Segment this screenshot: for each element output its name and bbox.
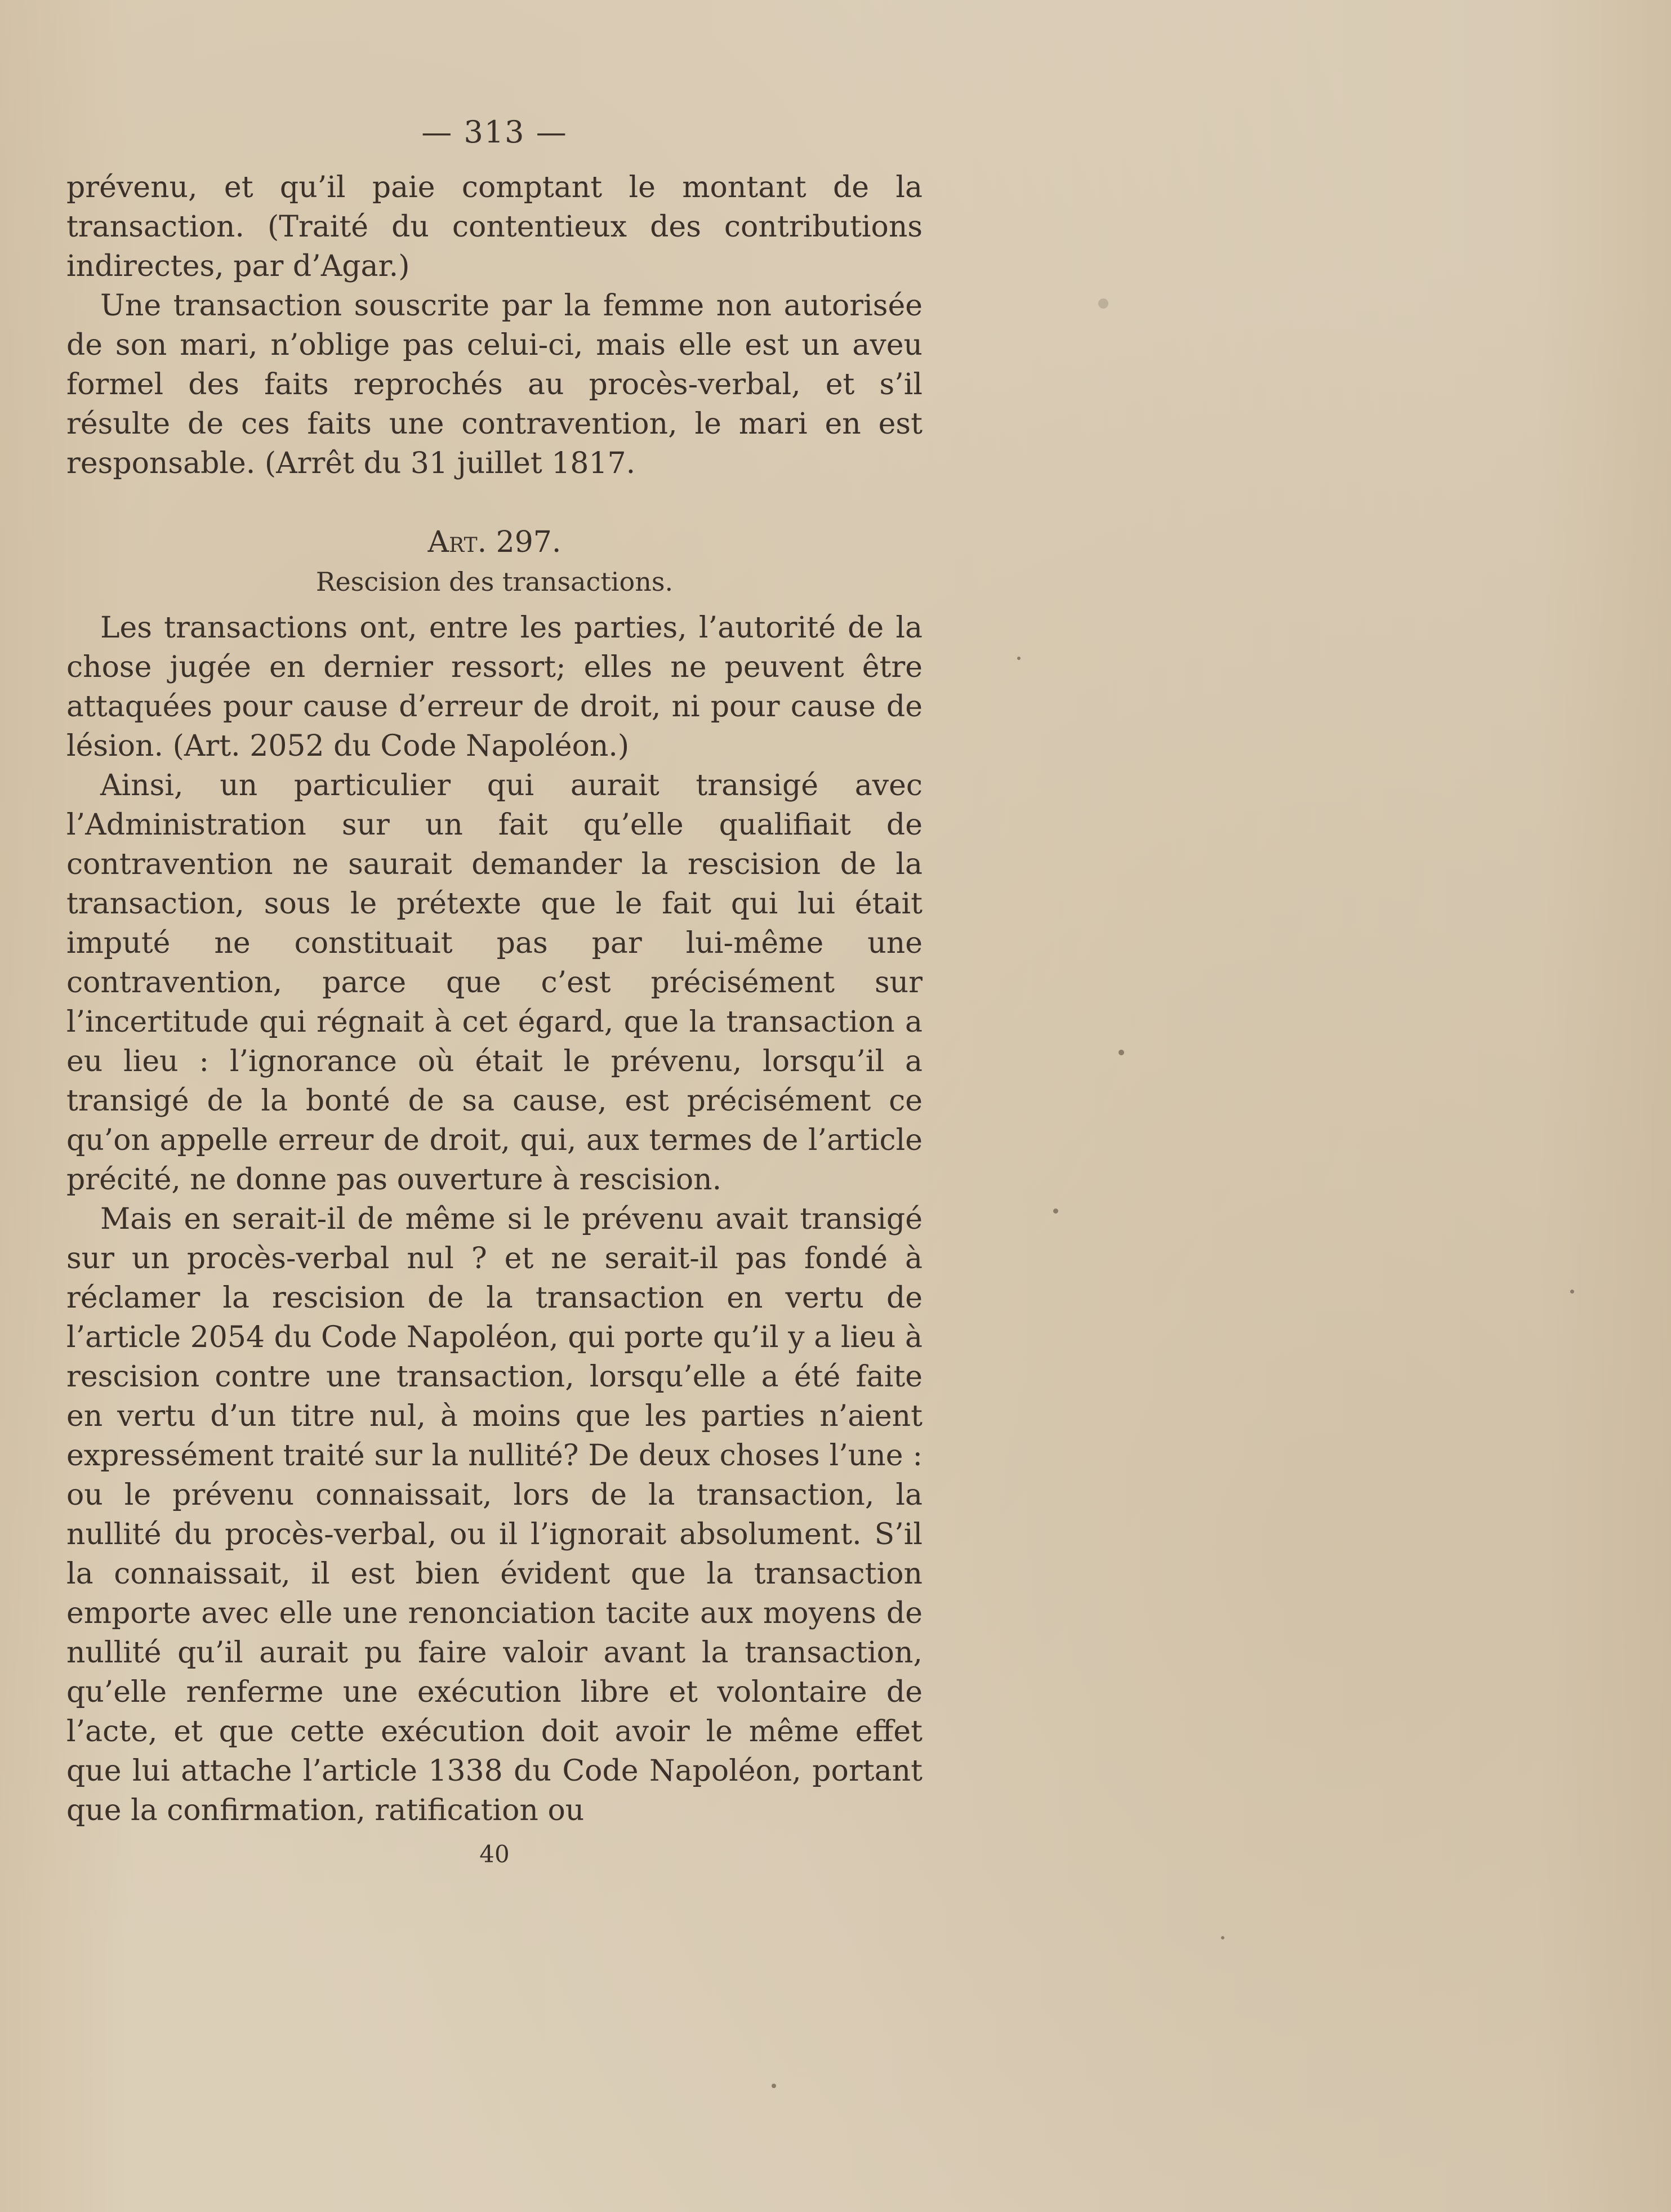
paragraph: Les transactions ont, entre les parties, l’autorité de la chose jugée en dernier ressort; elles ne peuvent être attaquées pour cause d’erreur de droit, ni pour cause de lésion. (Art. 2052 du Code Napoléon.)	[66, 611, 923, 763]
paragraph-continuation: prévenu, et qu’il paie comptant le montant de la transaction. (Traité du contentieux des contributions indirectes, par d’Agar.)	[66, 171, 923, 283]
page-number: — 313 —	[421, 114, 568, 150]
signature-mark: 40	[479, 1840, 510, 1868]
article-label: Art. 297.	[427, 525, 562, 559]
article-title: Rescision des transactions.	[315, 567, 674, 597]
paper-speck	[1570, 1290, 1574, 1294]
paper-speck	[772, 2084, 776, 2088]
paper-speck	[1098, 298, 1108, 309]
text-block	[66, 113, 923, 1874]
paragraph: Mais en serait-il de même si le prévenu avait transigé sur un procès-verbal nul ? et ne serait-il pas fondé à réclamer la rescision de la transaction en vertu de l’article 2054 du Code Napoléon, qui porte qu’il y a lieu à rescision contre une transaction, lorsqu’elle a été faite en vertu d’un titre nul, à moins que les parties n’aient expressément traité sur la nullité? De deux choses l’une : ou le prévenu connaissait, lors de la transaction, la nullité du procès-verbal, ou il l’ignorait absolument. S’il la connaissait, il est bien évident que la transaction emporte avec elle une renonciation tacite aux moyens de nullité qu’il aurait pu faire valoir avant la transaction, qu’elle renferme une exécution libre et volontaire de l’acte, et que cette exécution doit avoir le même effet que lui attache l’article 1338 du Code Napoléon, portant que la confirmation, ratification ou	[66, 1202, 923, 1827]
paper-speck	[1017, 657, 1021, 660]
paper-speck	[1221, 1936, 1224, 1939]
article-heading	[66, 523, 923, 562]
paragraph: Ainsi, un particulier qui aurait transigé avec l’Administration sur un fait qu’elle qualifiait de contravention ne saurait demander la rescision de la transaction, sous le prétexte que le fait qui lui était imputé ne constituait pas par lui-même une contravention, parce que c’est précisément sur l’incertitude qui régnait à cet égard, que la transaction a eu lieu : l’ignorance où était le prévenu, lorsqu’il a transigé de la bonté de sa cause, est précisément ce qu’on appelle erreur de droit, qui, aux termes de l’article précité, ne donne pas ouverture à rescision.	[66, 769, 923, 1197]
paper-speck	[1119, 1050, 1124, 1055]
paper-speck	[1053, 1208, 1058, 1214]
paragraph: Une transaction souscrite par la femme non autorisée de son mari, n’oblige pas celui-ci, mais elle est un aveu formel des faits reprochés au procès-verbal, et s’il résulte de ces faits une contravention, le mari en est responsable. (Arrêt du 31 juillet 1817.	[66, 289, 923, 480]
